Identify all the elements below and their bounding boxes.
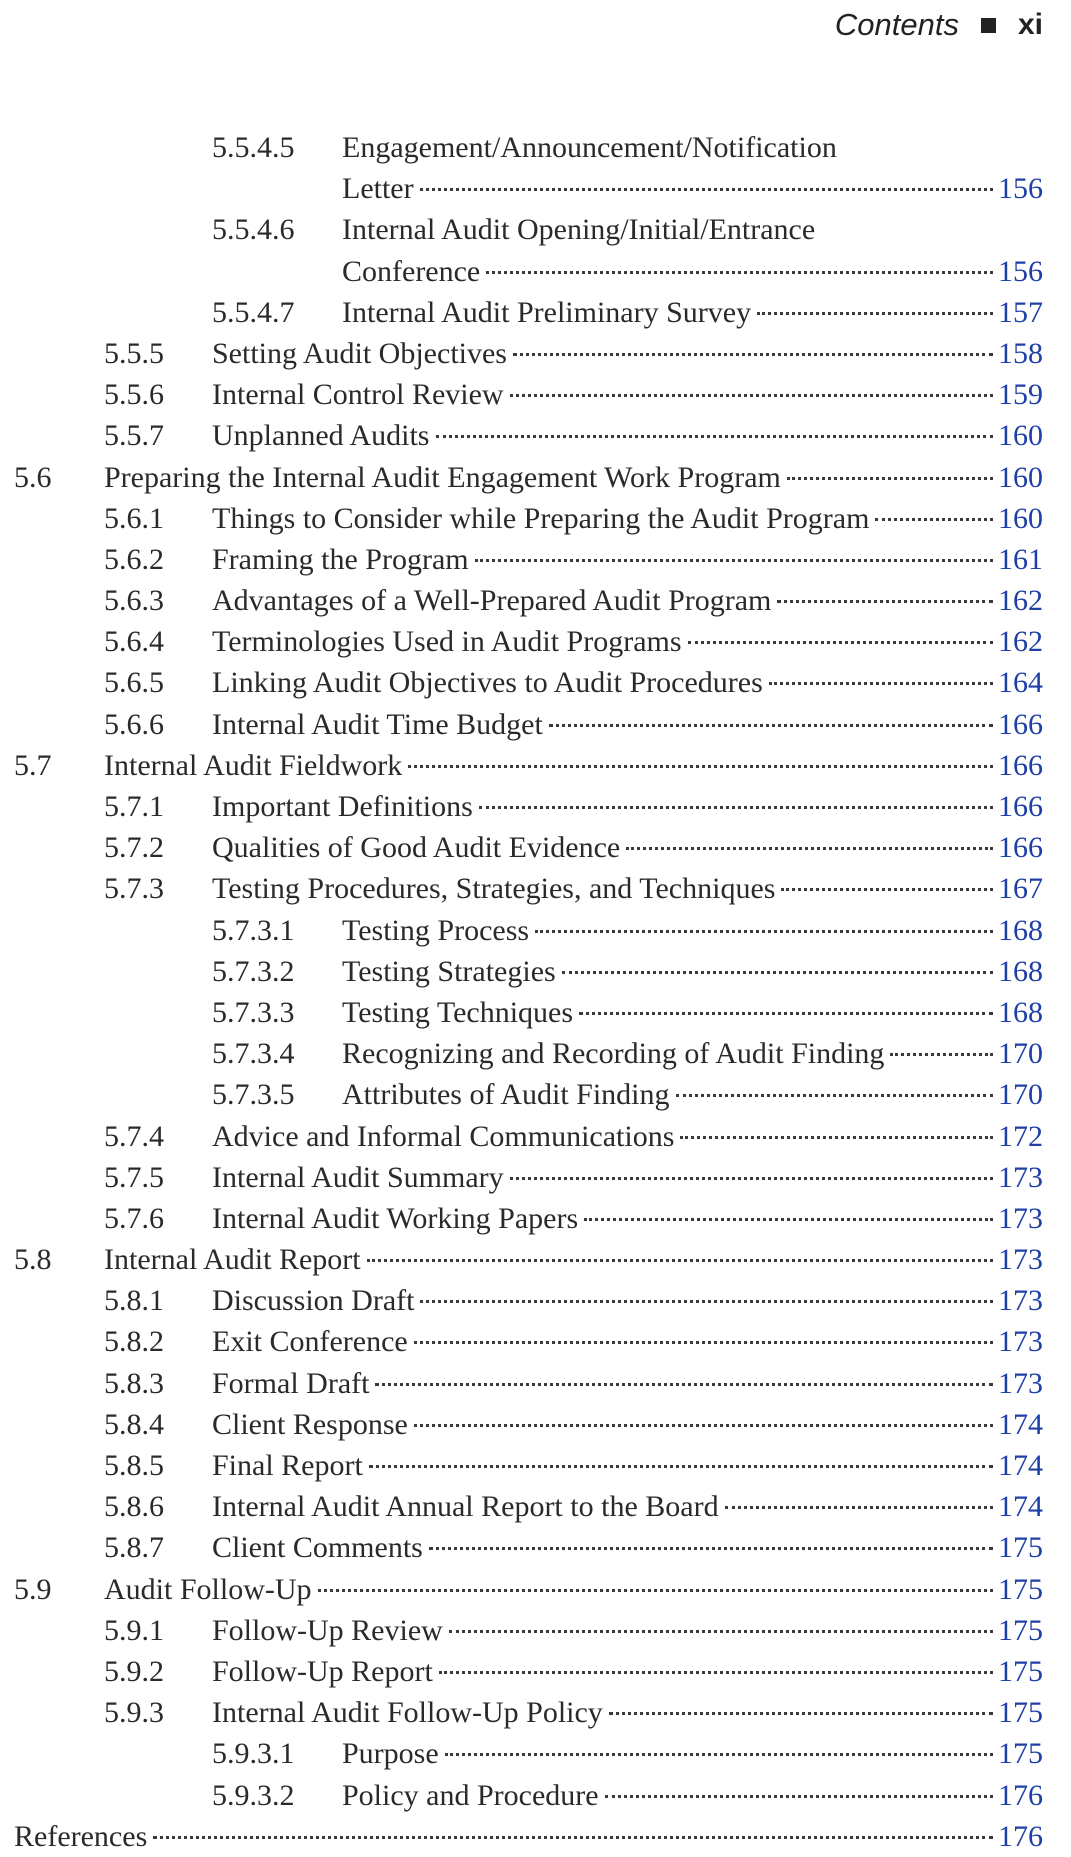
toc-entry-number: 5.6.2 [104, 542, 164, 576]
toc-entry-line [212, 662, 1043, 703]
toc-entry[interactable] [0, 1445, 1071, 1486]
toc-page-link[interactable]: 166 [998, 831, 1043, 865]
toc-entry-title: Internal Audit Time Budget [212, 707, 543, 741]
toc-entry-title: Internal Audit Follow-Up Policy [212, 1696, 603, 1730]
toc-entry-number: 5.7.3.3 [212, 995, 295, 1029]
toc-entry[interactable] [0, 1363, 1071, 1404]
toc-entry-line [104, 745, 1043, 786]
toc-entry-title: Terminologies Used in Audit Programs [212, 625, 682, 659]
toc-entry-number: 5.6.6 [104, 707, 164, 741]
toc-entry[interactable] [0, 209, 1071, 291]
toc-entry[interactable] [0, 127, 1071, 209]
toc-entry-title: Follow-Up Report [212, 1654, 433, 1688]
toc-entry-line [342, 1033, 1043, 1074]
toc-entry[interactable] [0, 498, 1071, 539]
toc-entry-title: Exit Conference [212, 1325, 408, 1359]
toc-entry-number: 5.8.6 [104, 1490, 164, 1524]
dot-leader [449, 1630, 993, 1633]
toc-page-link[interactable]: 175 [998, 1531, 1043, 1565]
toc-entry-title: Internal Audit Preliminary Survey [342, 295, 752, 329]
toc-entry-line [212, 1157, 1043, 1198]
dot-leader [408, 765, 993, 768]
toc-entry[interactable] [0, 1816, 1071, 1857]
dot-leader [414, 1424, 993, 1427]
toc-entry-line [342, 1775, 1043, 1816]
toc-entry-line [212, 415, 1043, 456]
toc-page-link[interactable]: 173 [998, 1366, 1043, 1400]
toc-entry-title: Attributes of Audit Finding [342, 1078, 670, 1112]
toc-entry-number: 5.7.3.2 [212, 954, 295, 988]
dot-leader [436, 435, 994, 438]
toc-entry-line [212, 1610, 1043, 1651]
toc-entry[interactable] [0, 1651, 1071, 1692]
toc-entry[interactable] [0, 1486, 1071, 1527]
toc-entry-title: Testing Strategies [342, 954, 556, 988]
dot-leader [414, 1341, 993, 1344]
toc-entry-line [212, 786, 1043, 827]
dot-leader [420, 1300, 993, 1303]
toc-page-link[interactable]: 173 [998, 1201, 1043, 1235]
toc-entry-line [212, 1280, 1043, 1321]
toc-entry-number: 5.5.7 [104, 419, 164, 453]
toc-entry-title: Advice and Informal Communications [212, 1119, 675, 1153]
toc-entry-number: 5.5.4.7 [212, 295, 295, 329]
toc-entry-number: 5.7.5 [104, 1160, 164, 1194]
toc-entry-line [342, 910, 1043, 951]
toc-entry-number: 5.9.3.1 [212, 1737, 295, 1771]
toc-entry[interactable] [0, 1280, 1071, 1321]
toc-entry-line [212, 1321, 1043, 1362]
toc-page-link[interactable]: 173 [998, 1284, 1043, 1318]
toc-entry-number: 5.5.4.6 [212, 213, 295, 247]
toc-entry-line [212, 1116, 1043, 1157]
toc-entry-line [342, 1074, 1043, 1115]
toc-entry[interactable] [0, 827, 1071, 868]
toc-entry-number: 5.5.5 [104, 336, 164, 370]
toc-entry-line [212, 868, 1043, 909]
toc-entry[interactable] [0, 292, 1071, 333]
dot-leader [549, 724, 993, 727]
toc-entry-line [212, 1363, 1043, 1404]
toc-entry-title: Framing the Program [212, 542, 469, 576]
toc-entry-title: Preparing the Internal Audit Engagement Work Program [104, 460, 781, 494]
toc-entry-line [212, 1692, 1043, 1733]
toc-entry-title: Discussion Draft [212, 1284, 415, 1318]
toc-page-link[interactable]: 162 [998, 625, 1043, 659]
toc-entry[interactable] [0, 621, 1071, 662]
dot-leader [367, 1259, 993, 1262]
dot-leader [445, 1753, 993, 1756]
toc-page-link[interactable]: 161 [998, 542, 1043, 576]
toc-entry-number: 5.8.1 [104, 1284, 164, 1318]
toc-entry-number: 5.6.5 [104, 666, 164, 700]
toc-entry-title: Important Definitions [212, 790, 473, 824]
toc-entry-number: 5.9 [14, 1572, 52, 1606]
table-of-contents [0, 127, 1071, 1857]
toc-page-link[interactable]: 167 [998, 872, 1043, 906]
toc-entry[interactable] [0, 1692, 1071, 1733]
dot-leader [579, 1012, 993, 1015]
toc-entry-line [104, 1239, 1043, 1280]
toc-entry-line [342, 951, 1043, 992]
toc-entry-number: 5.8.3 [104, 1366, 164, 1400]
toc-page-link[interactable]: 166 [998, 790, 1043, 824]
toc-page-link[interactable]: 160 [998, 460, 1043, 494]
toc-page-link[interactable]: 175 [998, 1572, 1043, 1606]
toc-entry-line [342, 251, 1043, 292]
toc-entry-line [212, 1445, 1043, 1486]
toc-entry[interactable] [0, 1733, 1071, 1774]
toc-entry-number: 5.7 [14, 748, 52, 782]
toc-entry[interactable] [0, 951, 1071, 992]
dot-leader [676, 1094, 993, 1097]
toc-page-link[interactable]: 160 [998, 501, 1043, 535]
toc-entry[interactable] [0, 704, 1071, 745]
toc-entry-line [212, 1404, 1043, 1445]
toc-entry-title: Purpose [342, 1737, 439, 1771]
toc-entry-number: 5.9.1 [104, 1613, 164, 1647]
toc-page-link[interactable]: 168 [998, 954, 1043, 988]
toc-entry-title: Testing Process [342, 913, 530, 947]
toc-entry[interactable] [0, 1198, 1071, 1239]
toc-entry[interactable] [0, 992, 1071, 1033]
toc-entry-title: Formal Draft [212, 1366, 370, 1400]
toc-entry-number: 5.7.3.4 [212, 1037, 295, 1071]
toc-entry-title: Internal Control Review [212, 378, 504, 412]
toc-entry-title: Unplanned Audits [212, 419, 430, 453]
toc-entry-line [212, 1198, 1043, 1239]
dot-leader [680, 1136, 993, 1139]
toc-entry[interactable] [0, 1074, 1071, 1115]
toc-entry-number: 5.7.3.5 [212, 1078, 295, 1112]
toc-page-link[interactable]: 172 [998, 1119, 1043, 1153]
toc-entry[interactable] [0, 415, 1071, 456]
toc-entry-number: 5.7.6 [104, 1201, 164, 1235]
dot-leader [605, 1795, 993, 1798]
toc-entry-title: Client Response [212, 1407, 408, 1441]
toc-entry[interactable] [0, 1033, 1071, 1074]
dot-leader [757, 312, 993, 315]
running-header [835, 0, 1043, 50]
toc-entry-number: 5.6.3 [104, 584, 164, 618]
dot-leader [486, 271, 993, 274]
toc-page-link[interactable]: 174 [998, 1449, 1043, 1483]
toc-page-link[interactable]: 168 [998, 913, 1043, 947]
dot-leader [510, 1177, 993, 1180]
toc-entry-line [212, 1527, 1043, 1568]
toc-entry[interactable] [0, 1321, 1071, 1362]
toc-entry-number: 5.5.4.5 [212, 131, 295, 164]
dot-leader [535, 930, 993, 933]
toc-entry-line [212, 827, 1043, 868]
dot-leader [890, 1053, 993, 1056]
toc-page-link[interactable]: 173 [998, 1243, 1043, 1277]
page-number: xi [1017, 8, 1043, 41]
toc-entry-title: Internal Audit Report [104, 1243, 361, 1277]
toc-page-link[interactable]: 175 [998, 1654, 1043, 1688]
toc-entry[interactable] [0, 745, 1071, 786]
toc-page-link[interactable]: 166 [998, 707, 1043, 741]
toc-entry-number: 5.8.2 [104, 1325, 164, 1359]
toc-entry-title: Final Report [212, 1449, 363, 1483]
toc-entry-number: 5.9.3 [104, 1696, 164, 1730]
toc-page-link[interactable]: 176 [998, 1819, 1043, 1853]
square-bullet-icon [981, 18, 996, 33]
toc-entry[interactable] [0, 1775, 1071, 1816]
toc-entry-title: Policy and Procedure [342, 1778, 599, 1812]
toc-entry-title-continued: Conference [342, 254, 481, 288]
toc-entry-number: 5.7.2 [104, 831, 164, 865]
toc-page-link[interactable]: 160 [998, 419, 1043, 453]
toc-entry[interactable] [0, 1116, 1071, 1157]
toc-entry-title: Testing Techniques [342, 995, 574, 1029]
toc-entry[interactable] [0, 374, 1071, 415]
toc-entry-number: 5.7.3 [104, 872, 164, 906]
dot-leader [562, 971, 993, 974]
toc-entry-title: Follow-Up Review [212, 1613, 443, 1647]
toc-entry-line [342, 292, 1043, 333]
toc-entry-title: Client Comments [212, 1531, 423, 1565]
toc-entry[interactable] [0, 1527, 1071, 1568]
dot-leader [429, 1547, 993, 1550]
toc-page-link[interactable]: 176 [998, 1778, 1043, 1812]
dot-leader [781, 888, 993, 891]
toc-page-link[interactable]: 156 [998, 254, 1043, 288]
dot-leader [626, 847, 993, 850]
toc-entry-title: Internal Audit Annual Report to the Board [212, 1490, 719, 1524]
toc-page-link[interactable]: 158 [998, 336, 1043, 370]
toc-page-link[interactable]: 159 [998, 378, 1043, 412]
toc-entry[interactable] [0, 539, 1071, 580]
toc-entry[interactable] [0, 1569, 1071, 1610]
toc-page-link[interactable]: 170 [998, 1078, 1043, 1112]
dot-leader [510, 394, 993, 397]
toc-entry-line [104, 457, 1043, 498]
toc-entry-line [104, 1569, 1043, 1610]
toc-entry-line [212, 1486, 1043, 1527]
toc-entry-number: 5.8.4 [104, 1407, 164, 1441]
toc-entry-number: 5.6.1 [104, 501, 164, 535]
toc-entry-line [212, 498, 1043, 539]
toc-page-link[interactable]: 157 [998, 295, 1043, 329]
toc-entry-title: Internal Audit Opening/Initial/Entrance [342, 213, 816, 247]
toc-entry[interactable] [0, 786, 1071, 827]
toc-page-link[interactable]: 166 [998, 748, 1043, 782]
dot-leader [420, 188, 993, 191]
dot-leader [609, 1712, 993, 1715]
toc-entry-line [212, 621, 1043, 662]
dot-leader [153, 1836, 993, 1839]
toc-entry-line [212, 1651, 1043, 1692]
toc-entry-title: Things to Consider while Preparing the Audit Program [212, 501, 870, 535]
toc-entry[interactable] [0, 1404, 1071, 1445]
toc-entry[interactable] [0, 333, 1071, 374]
toc-entry-line [212, 704, 1043, 745]
dot-leader [769, 682, 993, 685]
toc-entry-line [342, 992, 1043, 1033]
dot-leader [513, 353, 993, 356]
toc-entry-number: 5.9.3.2 [212, 1778, 295, 1812]
toc-entry[interactable] [0, 1157, 1071, 1198]
toc-entry-line [342, 168, 1043, 209]
toc-entry-title: Advantages of a Well-Prepared Audit Program [212, 584, 772, 618]
dot-leader [584, 1218, 993, 1221]
dot-leader [475, 559, 993, 562]
dot-leader [875, 518, 993, 521]
toc-entry[interactable] [0, 580, 1071, 621]
toc-entry-title-continued: Letter [342, 172, 414, 206]
toc-entry-number: 5.8 [14, 1243, 52, 1277]
toc-page-link[interactable]: 168 [998, 995, 1043, 1029]
toc-entry-line [342, 1733, 1043, 1774]
dot-leader [725, 1506, 993, 1509]
toc-entry-number: 5.9.2 [104, 1654, 164, 1688]
toc-page-link[interactable]: 170 [998, 1037, 1043, 1071]
toc-entry-number: 5.8.7 [104, 1531, 164, 1565]
toc-entry-title: Internal Audit Fieldwork [104, 748, 403, 782]
toc-page-link[interactable]: 175 [998, 1696, 1043, 1730]
toc-page-link[interactable]: 175 [998, 1613, 1043, 1647]
toc-page-link[interactable]: 156 [998, 172, 1043, 206]
toc-entry-line [14, 1816, 1043, 1857]
toc-entry-title: Qualities of Good Audit Evidence [212, 831, 621, 865]
toc-entry-number: 5.8.5 [104, 1449, 164, 1483]
dot-leader [777, 600, 993, 603]
dot-leader [369, 1465, 993, 1468]
toc-entry[interactable] [0, 868, 1071, 909]
toc-entry[interactable] [0, 910, 1071, 951]
toc-page-link[interactable]: 173 [998, 1325, 1043, 1359]
toc-entry-number: 5.5.6 [104, 378, 164, 412]
toc-entry-number: 5.7.3.1 [212, 913, 295, 947]
toc-entry-title: Recognizing and Recording of Audit Finding [342, 1037, 885, 1071]
dot-leader [439, 1671, 993, 1674]
running-header-title: Contents [834, 7, 959, 42]
toc-page-link[interactable]: 162 [998, 584, 1043, 618]
toc-entry-number: 5.7.1 [104, 790, 164, 824]
dot-leader [787, 477, 993, 480]
toc-page-link[interactable]: 164 [998, 666, 1043, 700]
toc-entry-line [212, 580, 1043, 621]
toc-entry[interactable] [0, 1610, 1071, 1651]
toc-entry-number: 5.7.4 [104, 1119, 164, 1153]
dot-leader [318, 1589, 993, 1592]
toc-entry-line [212, 333, 1043, 374]
toc-entry-title: References [14, 1819, 148, 1853]
toc-entry-line [212, 374, 1043, 415]
dot-leader [375, 1383, 993, 1386]
toc-entry-title: Engagement/Announcement/Notification [342, 131, 837, 164]
toc-entry-title: Testing Procedures, Strategies, and Techniques [212, 872, 776, 906]
toc-entry-title: Audit Follow-Up [104, 1572, 312, 1606]
toc-page-link[interactable]: 175 [998, 1737, 1043, 1771]
toc-entry[interactable] [0, 1239, 1071, 1280]
toc-page-link[interactable]: 174 [998, 1490, 1043, 1524]
toc-entry-title: Internal Audit Working Papers [212, 1201, 579, 1235]
toc-page-link[interactable]: 173 [998, 1160, 1043, 1194]
dot-leader [688, 641, 993, 644]
toc-entry-title: Internal Audit Summary [212, 1160, 504, 1194]
toc-entry-number: 5.6 [14, 460, 52, 494]
toc-entry-title: Linking Audit Objectives to Audit Procedures [212, 666, 763, 700]
toc-entry-number: 5.6.4 [104, 625, 164, 659]
toc-entry[interactable] [0, 662, 1071, 703]
toc-entry-line [212, 539, 1043, 580]
toc-entry[interactable] [0, 457, 1071, 498]
dot-leader [479, 806, 993, 809]
toc-page-link[interactable]: 174 [998, 1407, 1043, 1441]
toc-entry-title: Setting Audit Objectives [212, 336, 507, 370]
